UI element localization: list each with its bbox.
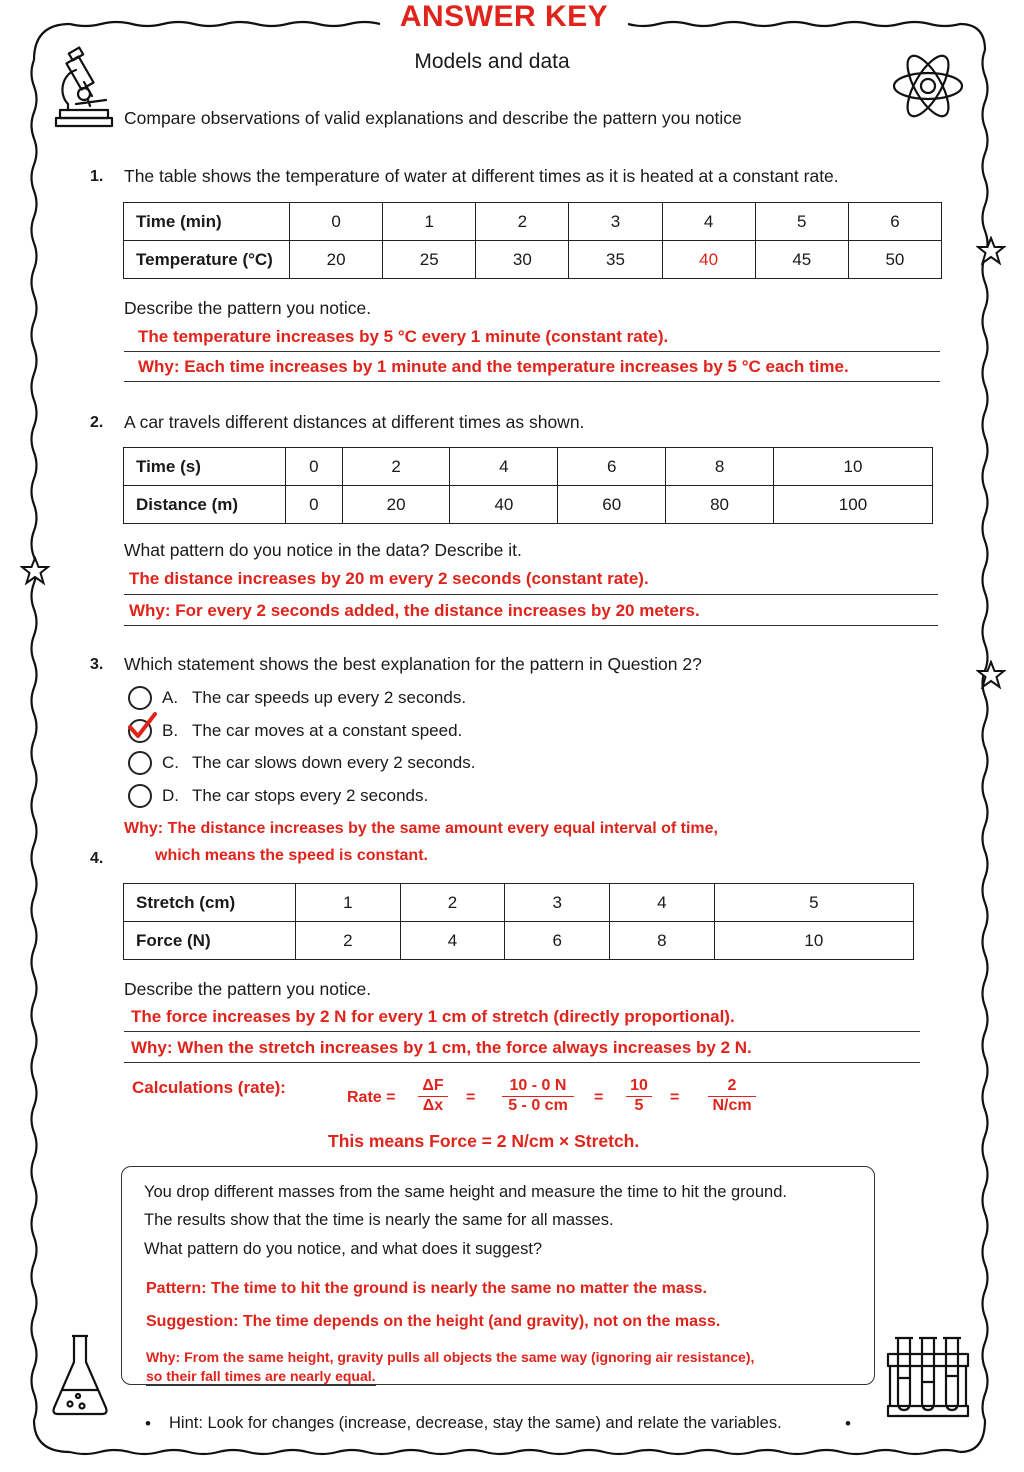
q4-answer-line-2: Why: When the stretch increases by 1 cm, the force always increases by 2 N. — [124, 1038, 920, 1063]
fraction-denominator: Δx — [422, 1097, 444, 1114]
table-row — [124, 884, 914, 922]
q1-table — [123, 202, 942, 279]
page-subtitle: Models and data — [414, 50, 570, 73]
q2-table — [123, 447, 933, 524]
option-text: The car stops every 2 seconds. — [192, 786, 429, 805]
fraction-simplified — [626, 1077, 652, 1115]
table-cell: 4 — [610, 884, 715, 922]
table-cell: 6 — [505, 922, 610, 960]
question-3-text: Which statement shows the best explanation for the pattern in Question 2? — [124, 654, 702, 674]
question-1-number: 1. — [90, 168, 104, 185]
table-cell: 10 — [714, 922, 913, 960]
fraction-denominator: N/cm — [712, 1097, 752, 1114]
table-cell: 1 — [383, 203, 476, 241]
question-1-text: The table shows the temperature of water at different times as it is heated at a constant rate. — [124, 166, 839, 186]
q2-prompt: What pattern do you notice in the data? Describe it. — [124, 540, 522, 560]
fraction-numerator: 10 - 0 N — [502, 1077, 574, 1097]
table-cell: 2 — [342, 448, 450, 486]
box-pattern: Pattern: The time to hit the ground is nearly the same no matter the mass. — [146, 1280, 707, 1297]
q2-answer-line-1: The distance increases by 20 m every 2 seconds (constant rate). — [124, 569, 938, 595]
fraction-denominator: 5 — [634, 1097, 644, 1114]
q1-answer-line-2: Why: Each time increases by 1 minute and the temperature increases by 5 °C each time. — [124, 357, 940, 382]
table-row — [124, 241, 942, 279]
fraction-numerator: 10 — [626, 1077, 652, 1097]
fraction-numerator: ΔF — [418, 1077, 448, 1097]
q3-why-line-2: which means the speed is constant. — [155, 847, 428, 864]
table-cell: 6 — [558, 448, 666, 486]
question-3-number: 3. — [90, 656, 104, 673]
box-line-2: The results show that the time is nearly the same for all masses. — [144, 1211, 614, 1229]
table-cell: 8 — [610, 922, 715, 960]
calc-label: Calculations (rate): — [132, 1078, 286, 1097]
border-corner — [960, 1420, 985, 1452]
option-text: The car moves at a constant speed. — [192, 721, 463, 740]
row-header: Distance (m) — [124, 486, 286, 524]
q1-answer-line-1: The temperature increases by 5 °C every 1 minute (constant rate). — [124, 327, 940, 352]
test-tubes-icon — [882, 1332, 974, 1422]
q4-prompt: Describe the pattern you notice. — [124, 979, 372, 999]
option-letter: C. — [162, 753, 179, 772]
table-cell: 25 — [383, 241, 476, 279]
table-cell: 4 — [450, 448, 558, 486]
box-line-3: What pattern do you notice, and what does it suggest? — [144, 1240, 543, 1258]
table-cell: 0 — [290, 203, 383, 241]
microscope-icon — [54, 44, 114, 130]
row-header: Stretch (cm) — [124, 884, 296, 922]
option-letter: A. — [162, 688, 179, 707]
table-cell: 45 — [755, 241, 848, 279]
table-cell: 100 — [773, 486, 932, 524]
table-cell: 10 — [773, 448, 932, 486]
table-cell: 1 — [296, 884, 401, 922]
red-checkmark-icon — [126, 711, 158, 743]
table-cell: 20 — [290, 241, 383, 279]
table-cell: 8 — [666, 448, 774, 486]
box-why-line-2: so their fall times are nearly equal. — [146, 1368, 376, 1384]
row-header: Time (min) — [124, 203, 290, 241]
table-cell: 35 — [569, 241, 662, 279]
box-suggestion: Suggestion: The time depends on the height (and gravity), not on the mass. — [146, 1313, 721, 1330]
box-why-line-1: Why: From the same height, gravity pulls all objects the same way (ignoring air resistance), — [146, 1349, 755, 1365]
hint-text: Hint: Look for changes (increase, decrease, stay the same) and relate the variables. — [169, 1414, 782, 1432]
star-icon — [20, 556, 50, 586]
table-row — [124, 203, 942, 241]
q4-table — [123, 883, 914, 960]
row-header: Force (N) — [124, 922, 296, 960]
row-header: Temperature (°C) — [124, 241, 290, 279]
equals-sign: = — [670, 1089, 680, 1106]
table-row — [124, 486, 933, 524]
border-corner — [34, 1420, 70, 1452]
table-cell: 80 — [666, 486, 774, 524]
option-letter: B. — [162, 721, 179, 740]
question-2-text: A car travels different distances at different times as shown. — [124, 412, 585, 432]
table-cell: 2 — [476, 203, 569, 241]
calc-rate-label: Rate = — [347, 1089, 396, 1106]
q2-answer-line-2: Why: For every 2 seconds added, the distance increases by 20 meters. — [124, 601, 938, 626]
calc-conclusion: This means Force = 2 N/cm × Stretch. — [328, 1131, 640, 1151]
hint-bullet: • — [845, 1414, 851, 1433]
fraction-delta — [418, 1077, 448, 1115]
q1-prompt: Describe the pattern you notice. — [124, 298, 372, 318]
table-cell: 3 — [505, 884, 610, 922]
table-cell: 20 — [342, 486, 450, 524]
table-cell: 5 — [714, 884, 913, 922]
atom-icon — [890, 46, 966, 126]
option-letter: D. — [162, 786, 179, 805]
row-header: Time (s) — [124, 448, 286, 486]
equals-sign: = — [594, 1089, 604, 1106]
radio-circle[interactable] — [128, 784, 152, 808]
table-cell: 40 — [450, 486, 558, 524]
fraction-values — [502, 1077, 574, 1115]
star-icon — [976, 660, 1006, 690]
table-row — [124, 922, 914, 960]
table-row — [124, 448, 933, 486]
hint-bullet: • — [145, 1414, 151, 1433]
fraction-result — [708, 1077, 756, 1115]
table-cell: 3 — [569, 203, 662, 241]
option-text: The car speeds up every 2 seconds. — [192, 688, 467, 707]
table-cell: 30 — [476, 241, 569, 279]
table-cell: 4 — [662, 203, 755, 241]
q3-why-line-1: Why: The distance increases by the same amount every equal interval of time, — [124, 820, 718, 837]
question-2-number: 2. — [90, 414, 104, 431]
border-wave — [70, 1450, 960, 1454]
table-cell: 2 — [400, 884, 505, 922]
table-cell: 5 — [755, 203, 848, 241]
radio-circle[interactable] — [128, 686, 152, 710]
table-cell: 0 — [286, 448, 343, 486]
equals-sign: = — [466, 1089, 476, 1106]
star-icon — [976, 236, 1006, 266]
box-line-1: You drop different masses from the same height and measure the time to hit the ground. — [144, 1183, 787, 1201]
table-cell: 0 — [286, 486, 343, 524]
intro-text: Compare observations of valid explanations and describe the pattern you notice — [124, 108, 742, 128]
border-wave — [32, 60, 37, 1420]
table-cell: 2 — [296, 922, 401, 960]
page-title: ANSWER KEY — [399, 0, 609, 33]
q4-answer-line-1: The force increases by 2 N for every 1 cm of stretch (directly proportional). — [124, 1007, 920, 1032]
flask-icon — [50, 1332, 110, 1418]
option-text: The car slows down every 2 seconds. — [192, 753, 476, 772]
fraction-numerator: 2 — [708, 1077, 756, 1097]
table-cell: 60 — [558, 486, 666, 524]
table-cell: 4 — [400, 922, 505, 960]
question-4-number: 4. — [90, 850, 104, 867]
table-cell: 6 — [848, 203, 941, 241]
table-cell-highlight: 40 — [662, 241, 755, 279]
fraction-denominator: 5 - 0 cm — [508, 1097, 568, 1114]
radio-circle[interactable] — [128, 751, 152, 775]
table-cell: 50 — [848, 241, 941, 279]
